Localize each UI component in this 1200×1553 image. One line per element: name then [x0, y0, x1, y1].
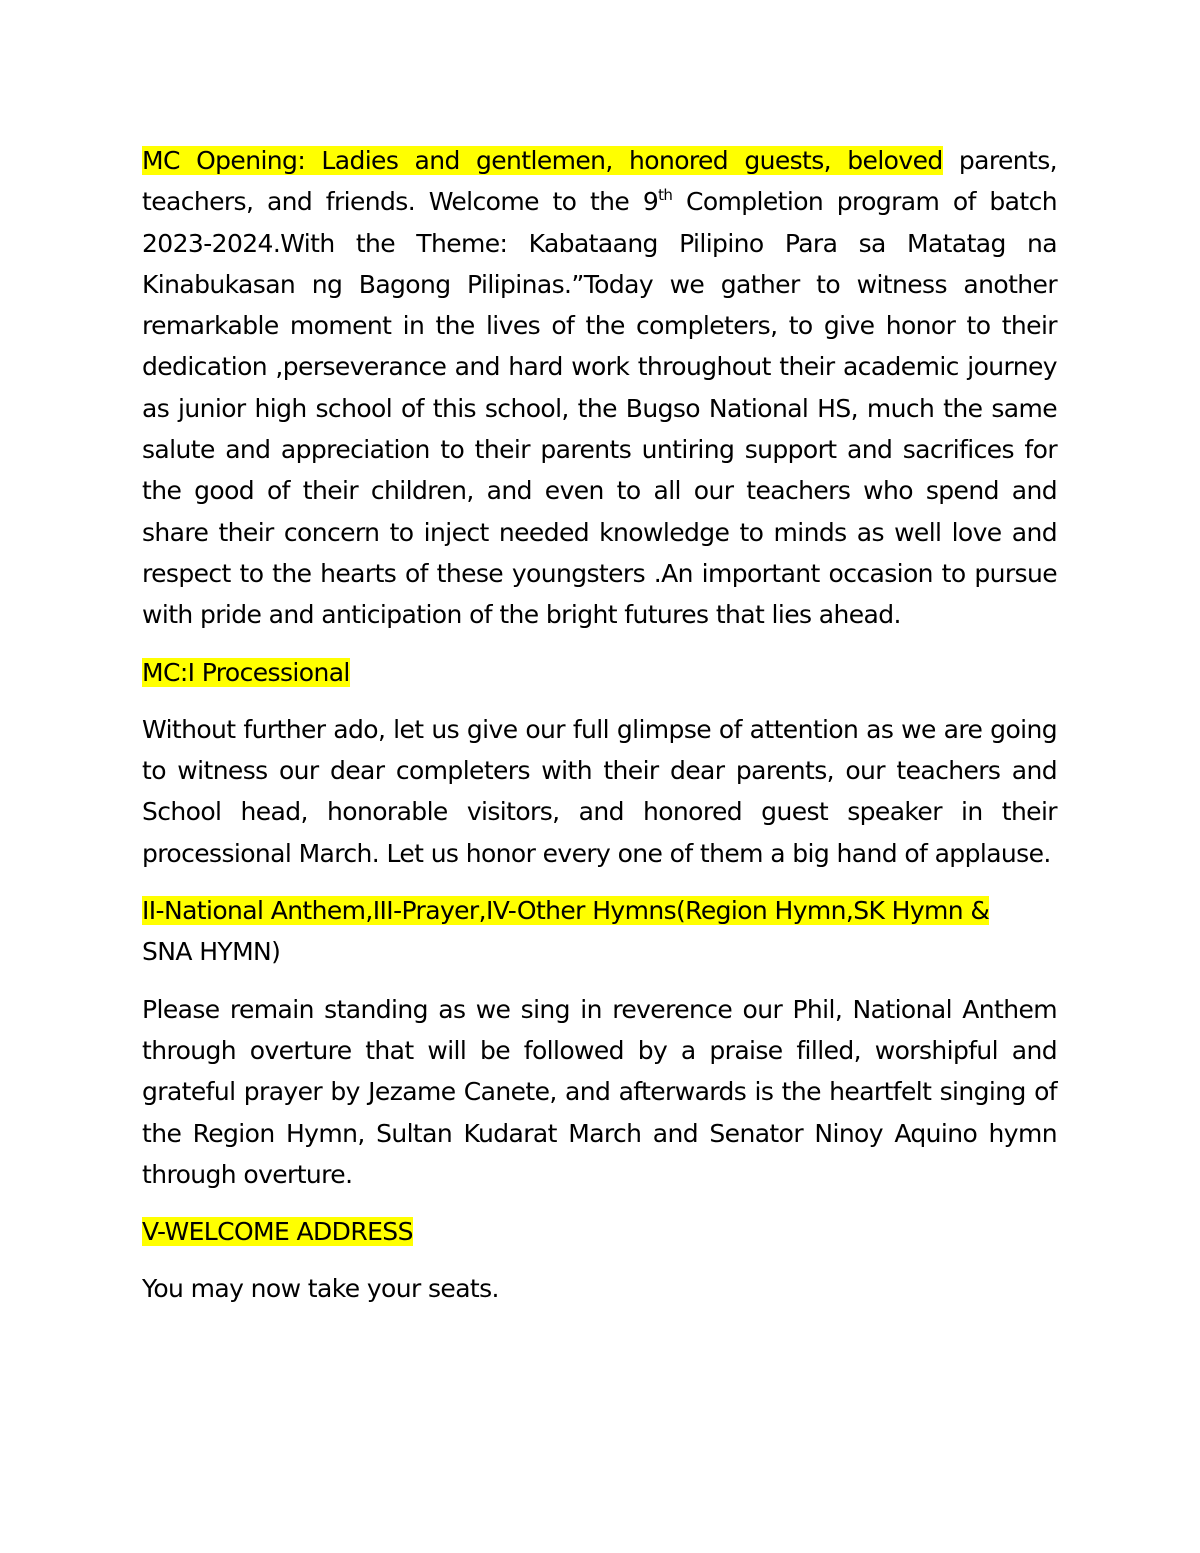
opening-text-2: Completion program of batch 2023-2024.With the Theme: Kabataang Pilipino Para sa Matatag na Kinabukasan ng Bagong Pilipinas.”Today we gather to witness another remarkable moment in the lives of the completers, to give honor to their dedication ,perseverance and hard work throughout their academic journey as junior high school of this school, the Bugso National HS, much the same salute and appreciation to their parents untiring support and sacrifices for the good of their children, and even to all our teachers who spend and share their concern to inject needed knowledge to minds as well love and respect to the hearts of these youngsters .An important occasion to pursue with pride and anticipation of the bright futures that lies ahead. — [142, 187, 1057, 630]
anthem-body: Please remain standing as we sing in reverence our Phil, National Anthem through overture that will be followed by a praise filled, worshipful and grateful prayer by Jezame Canete, and afterwards is the heartfelt singing of the Region Hymn, Sultan Kudarat March and Senator Ninoy Aquino hymn through overture. — [142, 994, 1057, 1189]
document-page — [142, 140, 1057, 1326]
opening-highlight: MC Opening: Ladies and gentlemen, honored guests, beloved — [142, 146, 943, 175]
opening-paragraph — [142, 140, 1057, 636]
processional-heading-paragraph — [142, 652, 1057, 693]
anthem-heading-rest: SNA HYMN) — [142, 937, 281, 967]
anthem-heading-highlight: II-National Anthem,III-Prayer,IV-Other Hymns(Region Hymn,SK Hymn & — [142, 896, 990, 926]
opening-text-1: parents, teachers, and friends. Welcome to the 9 — [142, 146, 1057, 217]
ordinal-superscript: th — [658, 186, 673, 205]
anthem-heading-paragraph — [142, 890, 1057, 973]
processional-body: Without further ado, let us give our full glimpse of attention as we are going to witness our dear completers with their dear parents, our teachers and School head, honorable visitors, and honored guest speaker in their processional March. Let us honor every one of them a big hand of applause. — [142, 714, 1057, 868]
welcome-heading-paragraph — [142, 1211, 1057, 1252]
welcome-heading: V-WELCOME ADDRESS — [142, 1217, 413, 1247]
welcome-body: You may now take your seats. — [142, 1274, 499, 1304]
processional-heading: MC:I Processional — [142, 657, 350, 687]
